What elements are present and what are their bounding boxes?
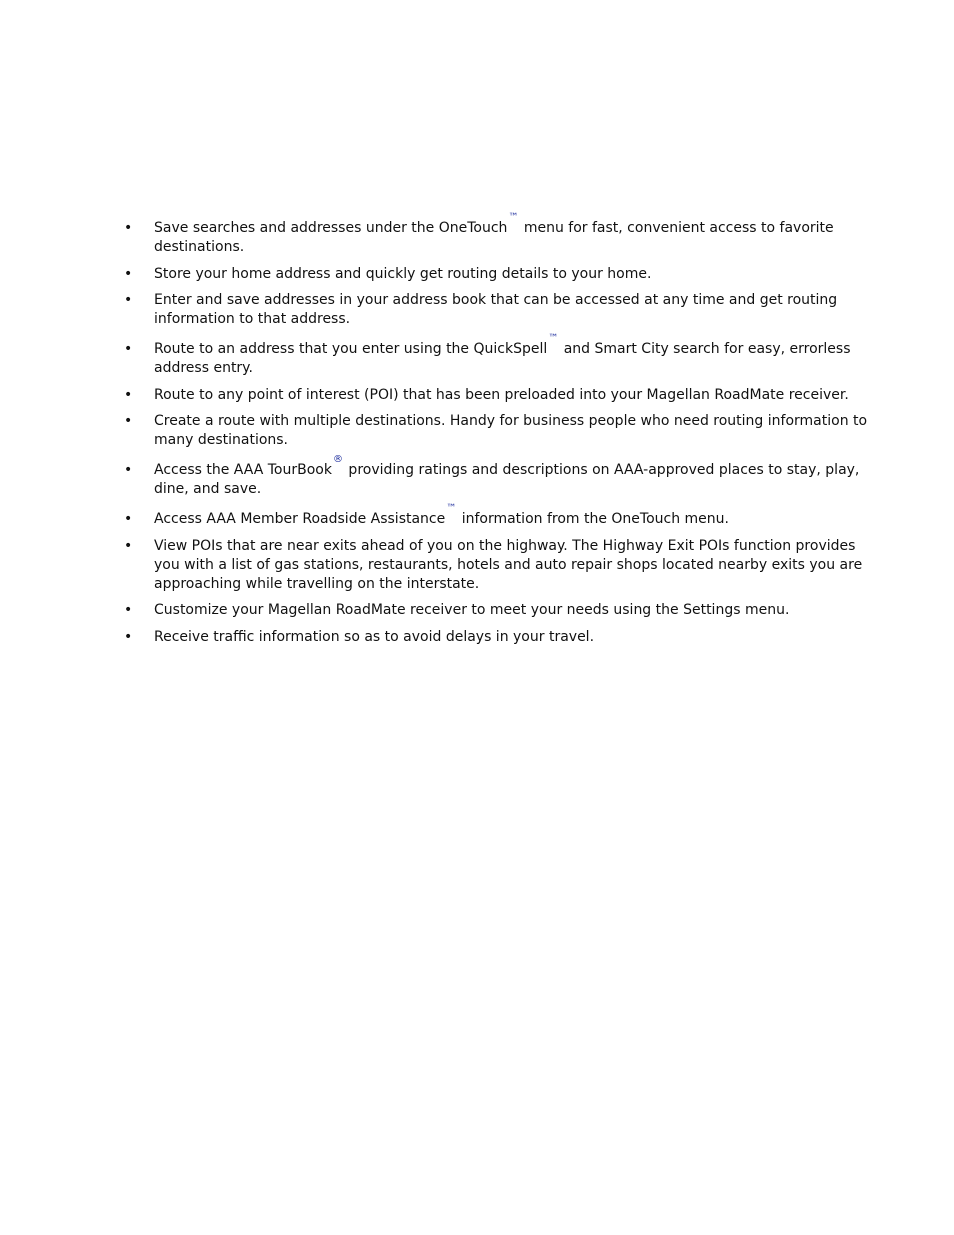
item-text: Route to an address that you enter using the QuickSpell [154,341,548,357]
bullet: • [124,386,133,403]
bullet: • [124,220,133,236]
item-text: Save searches and addresses under the OneTouch [154,220,508,236]
item-text: Route to any point of interest (POI) that has been preloaded into your Magellan RoadMate receiver. [154,386,849,403]
registered-mark: ® [332,454,343,466]
list-item [124,212,884,257]
list-item [124,503,884,529]
item-text: Access the AAA TourBook [154,462,332,478]
item-text: Store your home address and quickly get routing details to your home. [154,265,652,282]
trademark-mark: ™ [446,503,457,515]
item-text: Customize your Magellan RoadMate receiver to meet your needs using the Settings menu. [154,602,790,618]
list-item [124,291,884,329]
bullet: • [124,537,133,554]
list-item [124,412,884,450]
item-text: View POIs that are near exits ahead of you on the highway. The Highway Exit POIs function provides you with a list of gas stations, restaurants, hotels and auto repair shops located nearby exits you are approaching while travelling on the interstate. [154,537,863,592]
bullet: • [124,511,133,527]
item-text-continued: information from the OneTouch menu. [457,511,729,527]
item-text-continued: menu for fast, convenient access to favorite destinations. [154,220,834,255]
item-text: Receive traffic information so as to avoid delays in your travel. [154,628,595,645]
bullet: • [124,628,133,645]
bullet: • [124,462,133,478]
list-item [124,628,884,647]
bullet: • [124,292,133,308]
bullet: • [124,602,133,618]
list-item [124,601,884,620]
item-text: Access AAA Member Roadside Assistance [154,511,446,527]
trademark-mark: ™ [548,333,559,345]
list-item [124,537,884,594]
list-item [124,333,884,378]
item-text-continued: providing ratings and descriptions on AAA-approved places to stay, play, dine, and save. [154,462,860,497]
list-item [124,386,884,405]
item-text: Create a route with multiple destinations. Handy for business people who need routing information to many destinations. [154,413,868,448]
list-item [124,265,884,284]
item-text: Enter and save addresses in your address book that can be accessed at any time and get routing information to that address. [154,292,838,327]
bullet: • [124,413,133,429]
bullet: • [124,341,133,357]
trademark-mark: ™ [508,212,519,224]
list-item [124,454,884,499]
feature-list [124,212,884,654]
bullet: • [124,265,133,282]
item-text-continued: and Smart City search for easy, errorless address entry. [154,341,851,376]
